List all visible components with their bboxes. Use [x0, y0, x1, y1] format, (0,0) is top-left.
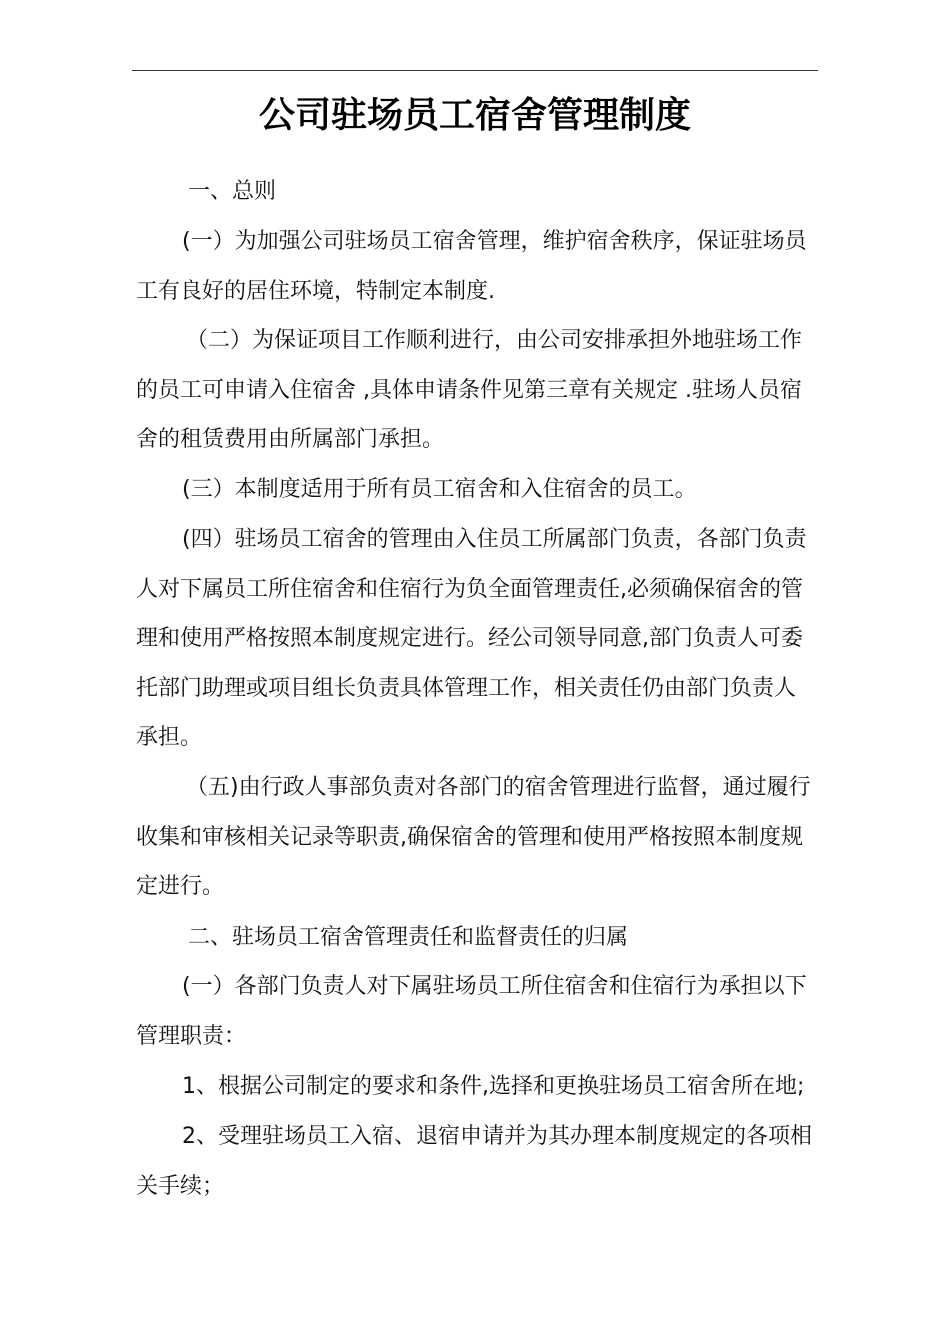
section-heading	[136, 913, 826, 963]
paragraph	[136, 962, 826, 1061]
paragraph-line: 管理职责：	[136, 1023, 247, 1049]
paragraph	[136, 1062, 826, 1112]
document-title: 公司驻场员工宿舍管理制度	[258, 95, 691, 136]
paragraph	[136, 316, 826, 465]
paragraph-line: (一）为加强公司驻场员工宿舍管理，维护宿舍秩序，保证驻场员	[182, 229, 807, 254]
paragraph-line: 理和使用严格按照本制度规定进行。经公司领导同意,部门负责人可委	[136, 626, 803, 651]
paragraph-line: (四）驻场员工宿舍的管理由入住员工所属部门负责，各部门负责	[182, 527, 807, 552]
paragraph-line: (一）各部门负责人对下属驻场员工所住宿舍和住宿行为承担以下	[182, 974, 807, 999]
paragraph	[136, 1112, 826, 1211]
section-heading-text: 一、总则	[188, 179, 277, 204]
paragraph-line: （五)由行政人事部负责对各部门的宿舍管理进行监督，通过履行	[186, 775, 811, 800]
section-heading-text: 二、驻场员工宿舍管理责任和监督责任的归属	[188, 925, 629, 950]
section-heading	[136, 167, 826, 217]
paragraph-line: 的员工可申请入住宿舍 ,具体申请条件见第三章有关规定 .驻场人员宿	[136, 377, 802, 403]
paragraph	[136, 515, 826, 763]
paragraph	[136, 465, 826, 515]
header-rule	[132, 70, 818, 71]
paragraph	[136, 763, 826, 912]
paragraph-line: (三）本制度适用于所有员工宿舍和入住宿舍的员工。	[182, 477, 697, 502]
paragraph-line: 收集和审核相关记录等职责,确保宿舍的管理和使用严格按照本制度规	[136, 824, 803, 850]
paragraph-line: （二）为保证项目工作顺利进行，由公司安排承担外地驻场工作	[186, 328, 803, 353]
paragraph-line: 2、受理驻场员工入宿、退宿申请并为其办理本制度规定的各项相	[182, 1124, 812, 1149]
paragraph-line: 托部门助理或项目组长负责具体管理工作，相关责任仍由部门负责人	[136, 675, 797, 701]
paragraph-line: 舍的租赁费用由所属部门承担。	[136, 427, 445, 452]
paragraph-line: 关手续；	[136, 1173, 225, 1199]
paragraph-line: 承担。	[136, 725, 203, 750]
paragraph-line: 人对下属员工所住宿舍和住宿行为负全面管理责任,必须确保宿舍的管	[136, 576, 803, 602]
paragraph-line: 1、根据公司制定的要求和条件,选择和更换驻场员工宿舍所在地;	[182, 1074, 805, 1099]
paragraph	[136, 217, 826, 316]
paragraph-line: 工有良好的居住环境，特制定本制度.	[136, 278, 495, 304]
paragraph-line: 定进行。	[136, 874, 225, 899]
